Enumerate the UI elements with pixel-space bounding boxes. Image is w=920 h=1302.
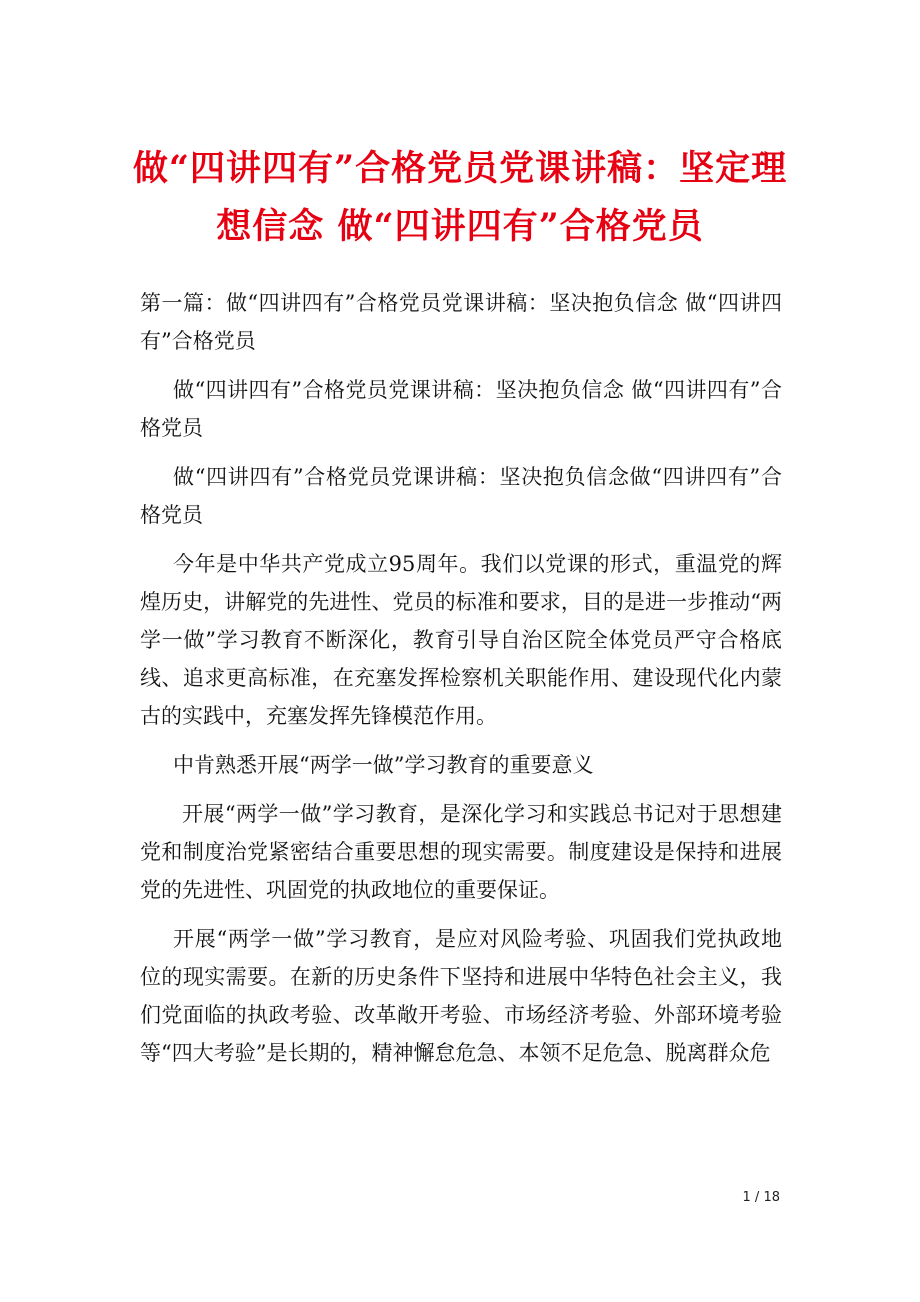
page-number: 1 / 18	[742, 1190, 780, 1205]
paragraph-body: 开展“两学一做”学习教育，是深化学习和实践总书记对于思想建党和制度治党紧密结合重要思想的现实需要。制度建设是保持和进展党的先进性、巩固党的执政地位的重要保证。	[140, 802, 782, 902]
document-body	[140, 284, 782, 1083]
paragraph-subtitle-repeat: 做“四讲四有”合格党员党课讲稿：坚决抱负信念做“四讲四有”合格党员	[140, 465, 782, 527]
section-heading: 中肯熟悉开展“两学一做”学习教育的重要意义	[173, 753, 594, 777]
paragraph-subtitle: 做“四讲四有”合格党员党课讲稿：坚决抱负信念 做“四讲四有”合格党员	[140, 378, 782, 440]
paragraph-body: 开展“两学一做”学习教育，是应对风险考验、巩固我们党执政地位的现实需要。在新的历史条件下坚持和进展中华特色社会主义，我们党面临的执政考验、改革敞开考验、市场经济考验、外部环境考验等“四大考验”是长期的，精神懈怠危急、本领不足危急、脱离群众危	[140, 927, 782, 1065]
paragraph-intro: 今年是中华共产党成立95周年。我们以党课的形式，重温党的辉煌历史，讲解党的先进性、党员的标准和要求，目的是进一步推动“两学一做”学习教育不断深化，教育引导自治区院全体党员严守合格底线、追求更高标准，在充塞发挥检察机关职能作用、建设现代化内蒙古的实践中，充塞发挥先锋模范作用。	[140, 552, 782, 728]
paragraph-chapter-heading: 第一篇：做“四讲四有”合格党员党课讲稿：坚决抱负信念 做“四讲四有”合格党员	[140, 291, 782, 353]
document-title: 做“四讲四有”合格党员党课讲稿：坚定理想信念 做“四讲四有”合格党员	[132, 148, 788, 247]
